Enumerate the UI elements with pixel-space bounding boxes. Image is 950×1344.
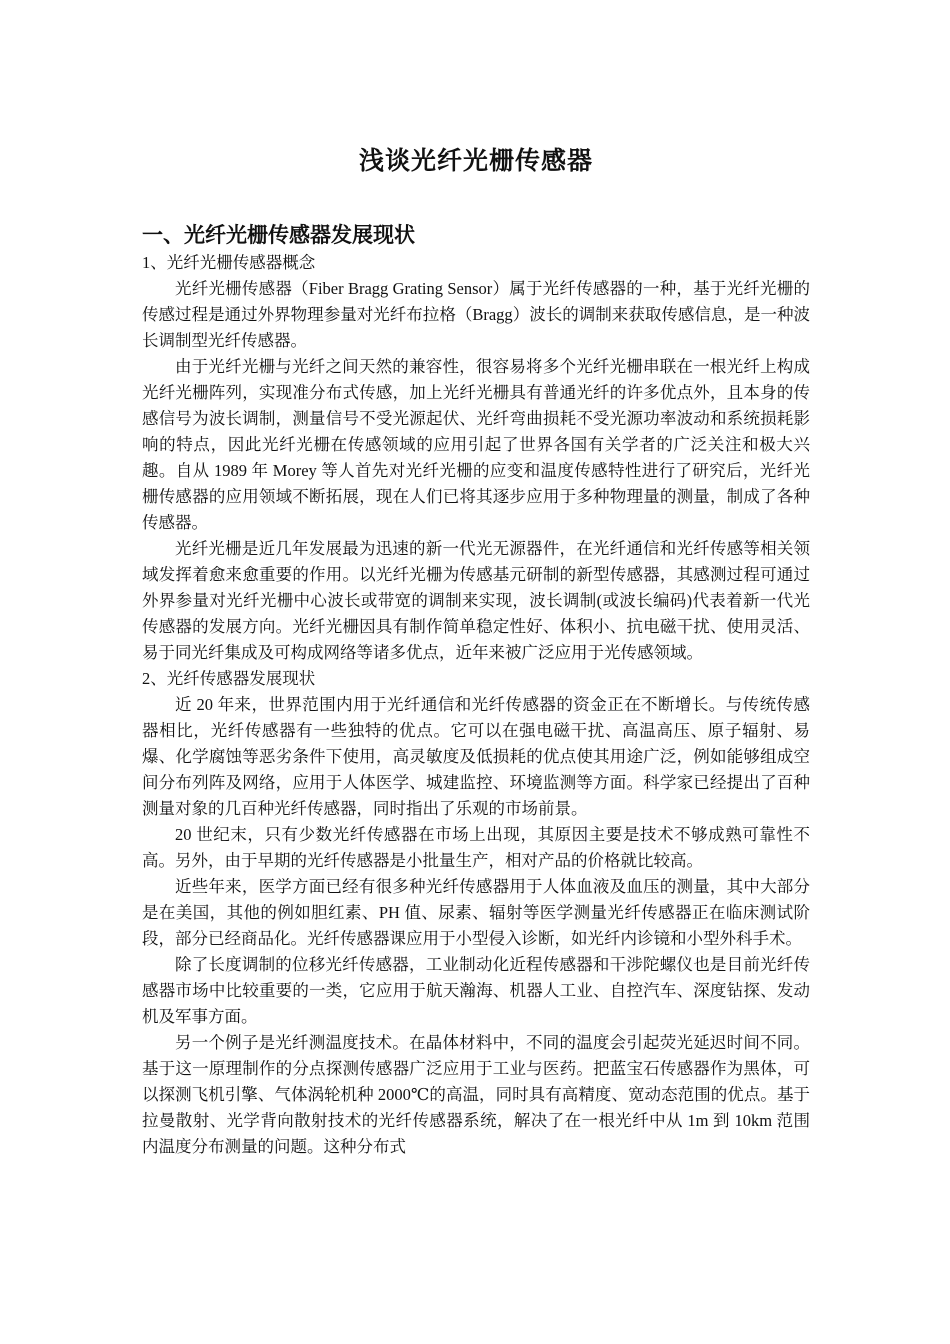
paragraph: 另一个例子是光纤测温度技术。在晶体材料中，不同的温度会引起荧光延迟时间不同。基于这一原理制作的分点探测传感器广泛应用于工业与医药。把蓝宝石传感器作为黑体，可以探测飞机引擎、气体涡轮机种 2000℃的高温，同时具有高精度、宽动态范围的优点。基于拉曼散射、光学背向散射技术的光纤传感器系统，解决了在一根光纤中从 1m 到 10km 范围内温度分布测量的问题。这种分布式 — [142, 1033, 810, 1156]
paragraph: 光纤光栅传感器（Fiber Bragg Grating Sensor）属于光纤传感器的一种，基于光纤光栅的传感过程是通过外界物理参量对光纤布拉格（Bragg）波长的调制来获取传感信息，是一种波长调制型光纤传感器。 — [142, 279, 810, 350]
paragraph: 20 世纪末，只有少数光纤传感器在市场上出现，其原因主要是技术不够成熟可靠性不高。另外，由于早期的光纤传感器是小批量生产，相对产品的价格就比较高。 — [142, 825, 810, 870]
paragraph: 由于光纤光栅与光纤之间天然的兼容性，很容易将多个光纤光栅串联在一根光纤上构成光纤光栅阵列，实现准分布式传感，加上光纤光栅具有普通光纤的许多优点外，且本身的传感信号为波长调制，测量信号不受光源起伏、光纤弯曲损耗不受光源功率波动和系统损耗影响的特点，因此光纤光栅在传感领域的应用引起了世界各国有关学者的广泛关注和极大兴趣。自从 1989 年 Morey 等人首先对光纤光栅的应变和温度传感特性进行了研究后，光纤光栅传感器的应用领域不断拓展，现在人们已将其逐步应用于多种物理量的测量，制成了各种传感器。 — [142, 357, 810, 532]
paragraph: 近 20 年来，世界范围内用于光纤通信和光纤传感器的资金正在不断增长。与传统传感器相比，光纤传感器有一些独特的优点。它可以在强电磁干扰、高温高压、原子辐射、易爆、化学腐蚀等恶劣条件下使用，高灵敏度及低损耗的优点使其用途广泛，例如能够组成空间分布列阵及网络，应用于人体医学、城建监控、环境监测等方面。科学家已经提出了百种测量对象的几百种光纤传感器，同时指出了乐观的市场前景。 — [142, 695, 810, 818]
subsection-heading-status: 2、光纤传感器发展现状 — [142, 669, 316, 688]
paragraph: 光纤光栅是近几年发展最为迅速的新一代光无源器件，在光纤通信和光纤传感等相关领域发挥着愈来愈重要的作用。以光纤光栅为传感基元研制的新型传感器，其感测过程可通过外界参量对光纤光栅中心波长或带宽的调制来实现，波长调制(或波长编码)代表着新一代光传感器的发展方向。光纤光栅因具有制作简单稳定性好、体积小、抗电磁干扰、使用灵活、易于同光纤集成及可构成网络等诸多优点，近年来被广泛应用于光传感领域。 — [142, 539, 810, 662]
section-heading: 一、光纤光栅传感器发展现状 — [142, 223, 415, 247]
document-title: 浅谈光纤光栅传感器 — [358, 148, 593, 175]
document-body — [142, 142, 810, 1160]
paragraph: 除了长度调制的位移光纤传感器，工业制动化近程传感器和干涉陀螺仪也是目前光纤传感器市场中比较重要的一类，它应用于航天瀚海、机器人工业、自控汽车、深度钻探、发动机及军事方面。 — [142, 955, 810, 1026]
subsection-heading-concept: 1、光纤光栅传感器概念 — [142, 253, 316, 272]
paragraph: 近些年来，医学方面已经有很多种光纤传感器用于人体血液及血压的测量，其中大部分是在美国，其他的例如胆红素、PH 值、尿素、辐射等医学测量光纤传感器正在临床测试阶段，部分已经商品化。光纤传感器课应用于小型侵入诊断，如光纤内诊镜和小型外科手术。 — [142, 877, 810, 948]
